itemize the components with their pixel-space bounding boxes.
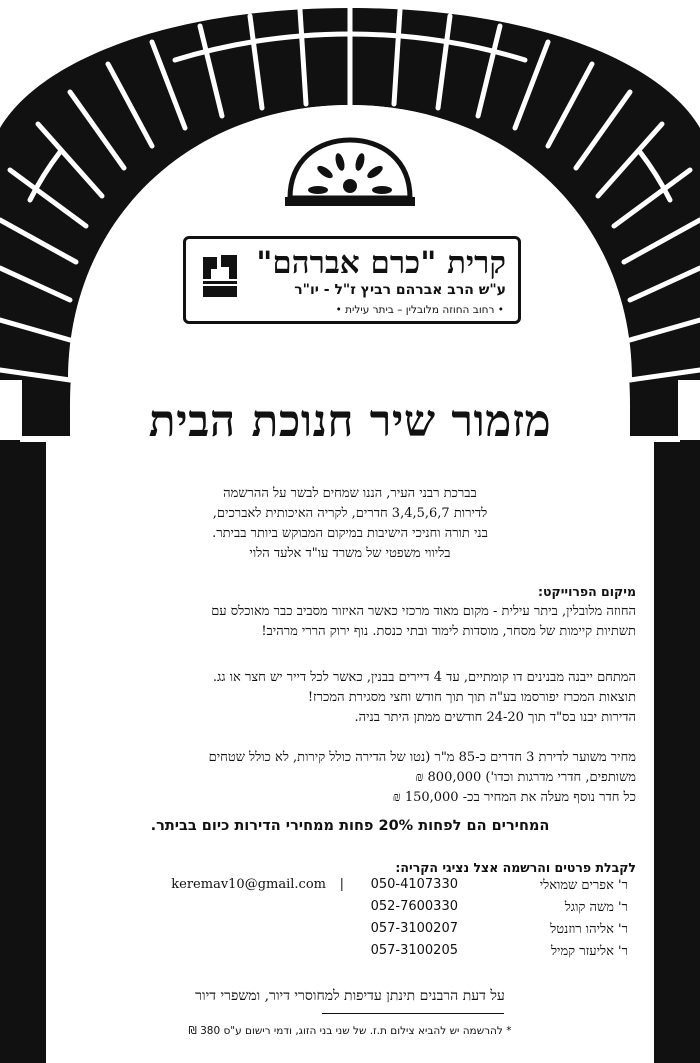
contact-name: ר' אליעזר קמיל: [550, 944, 628, 959]
separator: |: [339, 877, 344, 892]
main-headline: מזמור שיר חנוכת הבית: [148, 396, 552, 447]
contact-name: ר' אפרים שמואלי: [539, 878, 628, 893]
price-highlight: המחירים הם לפחות 20% פחות ממחירי הדירות כיום בביתר.: [150, 818, 550, 834]
construction-line: הדירות יבנו בס"ד תוך 24-20 חודשים ממתן היתר בניה.: [354, 710, 636, 725]
location-heading: מיקום הפרוייקט:: [538, 584, 636, 599]
contact-row: [116, 919, 636, 941]
contact-email[interactable]: keremav10@gmail.com: [171, 877, 326, 892]
contact-phone[interactable]: 057-3100205: [370, 943, 458, 958]
price-section: [56, 748, 636, 808]
degel-hatorah-logo: [197, 251, 243, 301]
contacts-heading: לקבלת פרטים והרשמה אצל נציגי הקריה:: [395, 860, 636, 875]
project-logo-box: [183, 236, 521, 324]
registration-footnote: * להרשמה יש להביא צילום ת.ז. של שני בני הזוג, ודמי רישום ע"ס 380 ₪: [188, 1025, 512, 1037]
price-line: משותפים, חדרי מדרגות וכדו') 800,000 ₪: [415, 770, 636, 785]
contact-phone[interactable]: 050-4107330: [370, 877, 458, 892]
divider: [322, 1013, 504, 1014]
construction-line: המתחם ייבנה מבנינים דו קומתיים, עד 4 דיירים בבנין, כאשר לכל דייר יש חצר או גג.: [212, 670, 636, 685]
project-address: • רחוב החוזה מלובלין – ביתר עילית •: [335, 304, 504, 316]
intro-line: בליווי משפטי של משרד עו"ד אלעד הלוי: [249, 546, 451, 561]
project-dedication: ע"ש הרב אברהם רביץ ז"ל - יו"ר: [294, 282, 506, 298]
contact-phone[interactable]: 052-7600330: [370, 899, 458, 914]
contact-name: ר' אליהו רוזנטל: [550, 922, 628, 937]
location-line: החוזה מלובלין, ביתר עילית - מקום מאוד מרכזי כאשר האיזור מסביב כבר מאוכלס עם: [211, 604, 636, 619]
contact-row: [116, 897, 636, 919]
location-section: [56, 582, 636, 642]
construction-line: תוצאות המכרז יפורסמו בע"ה תוך תוך חודש וחצי מסגירת המכרז!: [307, 690, 636, 705]
intro-paragraph: [90, 484, 610, 564]
contact-name: ר' משה קוגל: [564, 900, 628, 915]
contact-phone[interactable]: 057-3100207: [370, 921, 458, 936]
construction-section: [56, 668, 636, 728]
intro-line: לדירות 3,4,5,6,7 חדרים, לקריה האיכותית לאברכים,: [212, 506, 488, 521]
contact-row: [116, 941, 636, 963]
intro-line: בני תורה וחניכי הישיבות במיקום המבוקש ביותר בביתר.: [212, 526, 488, 541]
intro-line: בברכת רבני העיר, הננו שמחים לבשר על ההרשמה: [223, 486, 477, 501]
price-line: כל חדר נוסף מעלה את המחיר בכ- 150,000 ₪: [392, 790, 636, 805]
location-line: תשתיות קיימות של מסחר, מוסדות לימוד ובתי כנסת. נוף ירוק הררי מרהיב!: [261, 624, 636, 639]
rabbinical-priority-note: על דעת הרבנים תינתן עדיפות למחוסרי דיור, ומשפרי דיור: [195, 988, 505, 1004]
project-name: קרית "כרם אברהם": [256, 245, 506, 281]
contact-row: [116, 875, 636, 897]
contacts-section: [116, 860, 636, 963]
price-line: מחיר משוער לדירת 3 חדרים כ-85 מ"ר (נטו של הדירה כולל קירות, לא כולל שטחים: [208, 750, 636, 765]
